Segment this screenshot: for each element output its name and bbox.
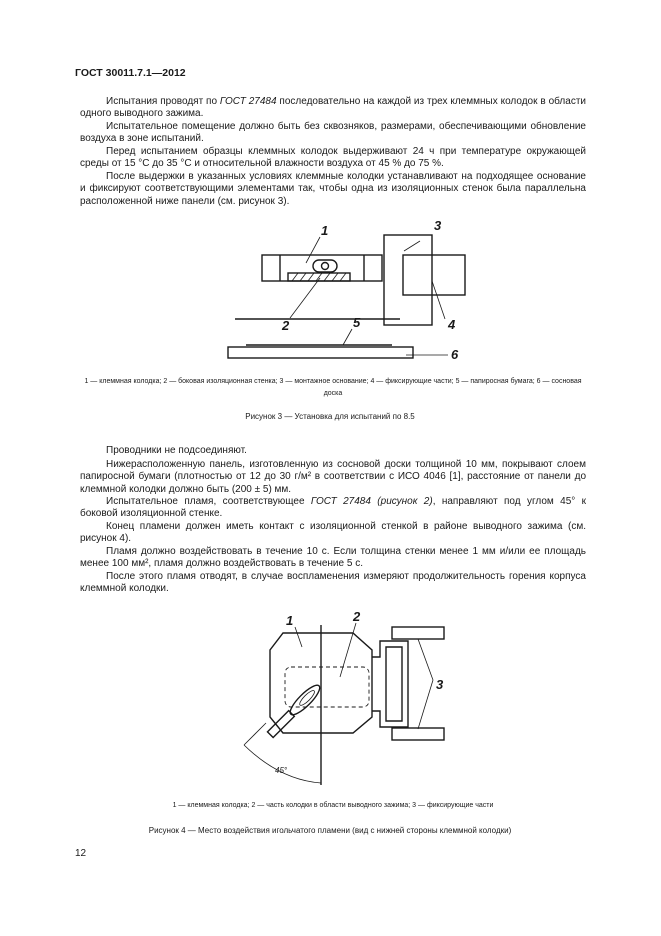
figure-4-diagram [0,605,661,795]
paragraph-3: Перед испытанием образцы клеммных колодок выдерживают 24 ч при температуре окружающей среды от 15 °С до 35 °С и относительной влажности воздуха от 45 % до 75 %. [80,146,586,170]
paragraph-5: Проводники не подсоединяют. [106,445,247,456]
paragraph-4: После выдержки в указанных условиях клеммные колодки устанавливают на подходящее основание и фиксируют соответствующими элементами так, чтобы одна из изоляционных стенок была параллельна расположенной ниже панели (см. рисунок 3). [80,171,586,207]
fig3-label-6: 6 [451,347,459,362]
terminal-region [285,667,369,707]
fig3-label-4: 4 [448,317,456,332]
paragraph-1: Испытания проводят по ГОСТ 27484 последовательно на каждой из трех клеммных колодок в области одного выводного зажима. [80,96,586,120]
paragraph-9: Пламя должно воздействовать в течение 10 с. Если толщина стенки менее 1 мм и/или ее площадь менее 100 мм², пламя должно воздействовать в течение 5 с. [80,546,586,570]
fig3-label-5: 5 [353,315,361,330]
pine-board [228,347,413,358]
needle-flame [287,682,324,719]
fixing-part-top [392,627,444,639]
document-header: ГОСТ 30011.7.1—2012 [75,67,186,79]
angle-label: 45° [275,766,288,775]
paragraph-6: Нижерасположенную панель, изготовленную из сосновой доски толщиной 10 мм, покрывают слоем папиросной бумаги (плотностью от 12 до 30 г/м² в соответствии с ИСО 4046 [1], расстояние от панели до клеммной колодки должно быть (200 ± 5) мм. [80,459,586,495]
fixing-part-bottom [392,728,444,740]
figure-3-caption: Рисунок 3 — Установка для испытаний по 8.5 [245,412,415,421]
page-number: 12 [75,848,87,859]
fixing-part [403,255,465,295]
fig3-label-1: 1 [321,223,329,238]
paragraph-8: Конец пламени должен иметь контакт с изоляционной стенкой в районе выводного зажима (см. рисунок 4). [80,521,586,545]
figure-4-legend: 1 — клеммная колодка; 2 — часть колодки в области выводного зажима; 3 — фиксирующие части [172,802,494,809]
figure-3-diagram [0,215,661,375]
fig3-label-3: 3 [434,218,442,233]
figure-3-legend: 1 — клеммная колодка; 2 — боковая изоляционная стенка; 3 — монтажное основание; 4 — фиксирующие части; 5 — папиросная бумага; 6 — сосновая доска [84,378,582,397]
gost-reference: ГОСТ 27484 (рисунок 2) [310,496,433,507]
fig4-label-2: 2 [353,609,361,624]
fig4-label-1: 1 [286,613,294,628]
paragraph-2: Испытательное помещение должно быть без сквозняков, размерами, обеспечивающими обновление воздуха в зоне испытаний. [80,121,586,145]
paragraph-7: Испытательное пламя, соответствующее ГОСТ 27484 (рисунок 2), направляют под углом 45° к боковой изоляционной стенке. [80,496,587,520]
gost-reference: ГОСТ 27484 [219,96,277,107]
fig3-label-2: 2 [282,318,290,333]
figure-4-caption: Рисунок 4 — Место воздействия игольчатого пламени (вид с нижней стороны клеммной колодки) [148,826,512,835]
fig4-label-3: 3 [436,677,444,692]
paragraph-10: После этого пламя отводят, в случае воспламенения измеряют продолжительность горения корпуса клеммной колодки. [80,571,586,595]
